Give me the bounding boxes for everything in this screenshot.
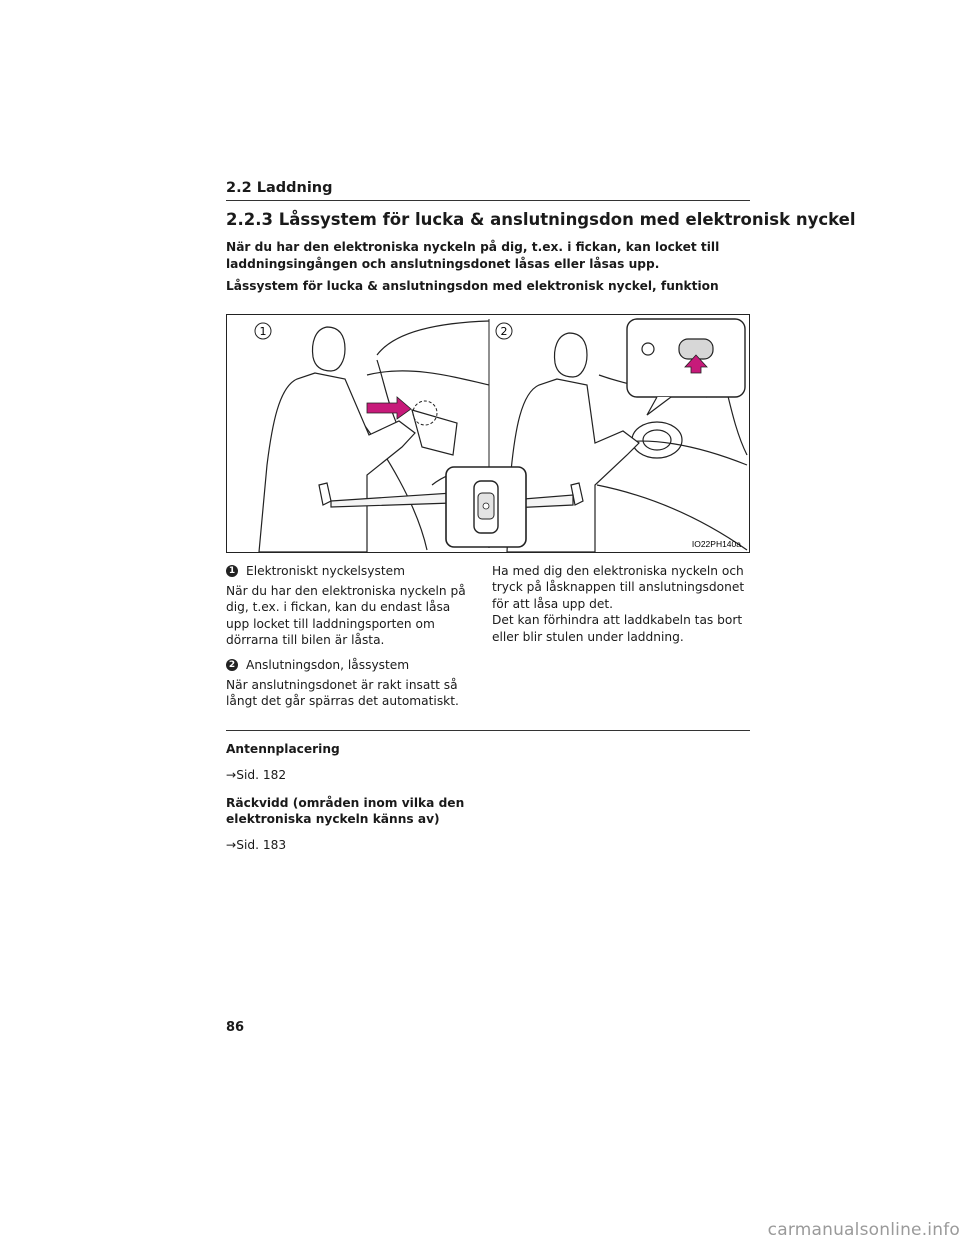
item-1-label: Elektroniskt nyckelsystem [246, 564, 405, 578]
figure-code: IO22PH140a [691, 539, 741, 549]
section-header [226, 178, 750, 201]
item-1-text: När du har den elektroniska nyckeln på dig, t.ex. i fickan, kan du endast låsa upp locket till laddningsporten om dörrarna till bilen är låsta. [226, 584, 466, 648]
section-divider [226, 730, 750, 731]
panel2-label: 2 [500, 325, 508, 338]
watermark: carmanualsonline.info [767, 1220, 960, 1240]
page-title: 2.2.3 Låssystem för lucka & anslutningsdon med elektronisk nyckel [226, 210, 856, 229]
intro-text: När du har den elektroniska nyckeln på dig, t.ex. i fickan, kan locket till laddningsingången och anslutningsdonet låsas eller låsas upp. [226, 240, 720, 271]
range-heading: Räckvidd (områden inom vilka den elektroniska nyckeln känns av) [226, 796, 465, 826]
item-2-text: När anslutningsdonet är rakt insatt så långt det går spärras det automatiskt. [226, 677, 459, 709]
antenna-page-link[interactable]: →Sid. 182 [226, 768, 287, 782]
page-number: 86 [226, 1020, 245, 1035]
item-2-label: Anslutningsdon, låssystem [246, 657, 410, 672]
item-1-label-row [226, 563, 466, 579]
indicator-icon [642, 343, 654, 355]
antenna-heading: Antennplacering [226, 742, 340, 756]
section-header-text: 2.2 Laddning [226, 180, 333, 196]
item-2-number: 2 [226, 659, 238, 671]
reference-section [226, 741, 486, 853]
panel1-label: 1 [259, 325, 267, 338]
item-2-label-row [226, 657, 466, 673]
illustration-svg [227, 315, 749, 552]
right-paragraph-1: Ha med dig den elektroniska nyckeln och tryck på låsknappen till anslutningsdonet för att låsa upp det. [492, 564, 745, 611]
right-paragraph-2: Det kan förhindra att laddkabeln tas bort eller blir stulen under laddning. [492, 613, 743, 644]
range-page-link[interactable]: →Sid. 183 [226, 838, 287, 852]
function-subheading: Låssystem för lucka & anslutningsdon med elektronisk nyckel, funktion [226, 279, 719, 293]
illustration-figure [226, 314, 750, 553]
item-1-number: 1 [226, 565, 238, 577]
lock-button-callout [627, 319, 745, 415]
item-list [226, 563, 466, 709]
right-column [492, 563, 752, 645]
charge-lid [412, 410, 457, 455]
key-fob-callout [446, 467, 526, 547]
